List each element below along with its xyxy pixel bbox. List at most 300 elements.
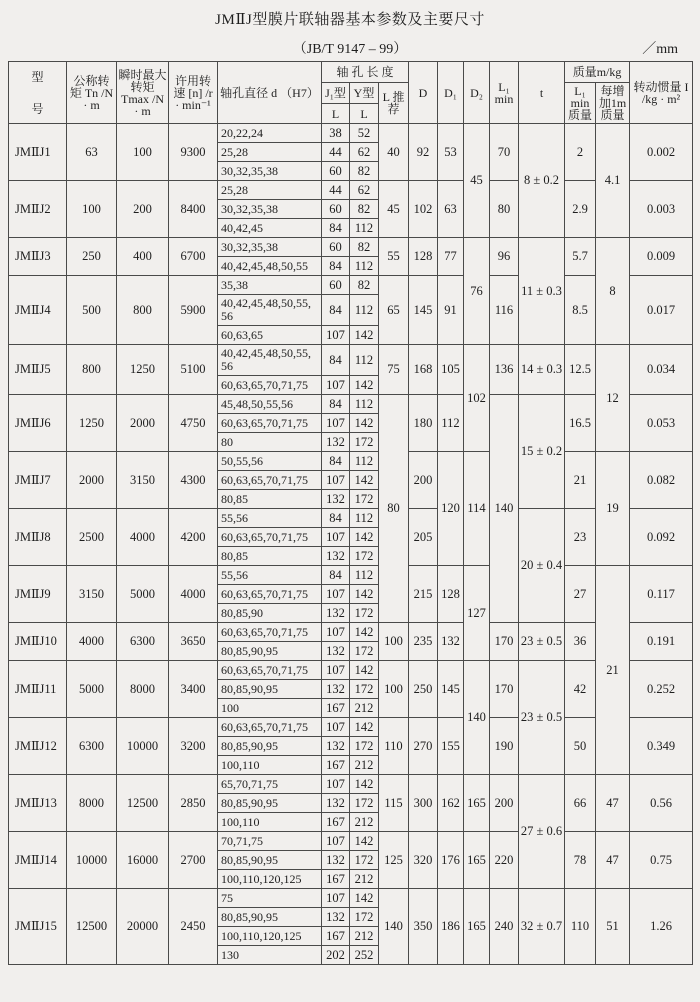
speed-cell: 8400 [169, 181, 218, 238]
inertia-cell: 1.26 [630, 889, 693, 965]
bore-diameter-cell: 60,63,65,70,71,75 [218, 528, 322, 547]
table-row [9, 124, 693, 143]
y-length-cell: 82 [350, 162, 379, 181]
bore-diameter-cell: 60,63,65,70,71,75 [218, 376, 322, 395]
model-cell: JMⅡJ5 [9, 345, 67, 395]
table-row [9, 509, 693, 528]
bore-diameter-cell: 100,110,120,125 [218, 927, 322, 946]
L1-cell: 96 [490, 238, 519, 276]
l-recommended-cell: 80 [379, 395, 409, 623]
bore-diameter-cell: 30,32,35,38 [218, 162, 322, 181]
speed-cell: 2450 [169, 889, 218, 965]
nominal-torque-cell: 8000 [67, 775, 117, 832]
bore-diameter-cell: 60,63,65,70,71,75 [218, 718, 322, 737]
bore-diameter-cell: 25,28 [218, 143, 322, 162]
header-speed: 许用转速 [n] /r · min⁻¹ [169, 62, 218, 124]
nominal-torque-cell: 3150 [67, 566, 117, 623]
j1-length-cell: 84 [322, 219, 350, 238]
D-cell: 168 [409, 345, 438, 395]
speed-cell: 4750 [169, 395, 218, 452]
header-j1: J₁型 [322, 83, 350, 104]
y-length-cell: 82 [350, 200, 379, 219]
header-mass: 质量m/kg [565, 62, 630, 83]
y-length-cell: 172 [350, 851, 379, 870]
j1-length-cell: 107 [322, 528, 350, 547]
speed-cell: 2850 [169, 775, 218, 832]
inertia-cell: 0.092 [630, 509, 693, 566]
j1-length-cell: 167 [322, 699, 350, 718]
inertia-cell: 0.56 [630, 775, 693, 832]
j1-length-cell: 107 [322, 623, 350, 642]
j1-length-cell: 107 [322, 832, 350, 851]
table-row [9, 395, 693, 414]
model-cell: JMⅡJ6 [9, 395, 67, 452]
inertia-cell: 0.75 [630, 832, 693, 889]
l-recommended-cell: 65 [379, 276, 409, 345]
D1-cell: 112 [438, 395, 464, 452]
D1-cell: 91 [438, 276, 464, 345]
model-cell: JMⅡJ10 [9, 623, 67, 661]
nominal-torque-cell: 63 [67, 124, 117, 181]
D2-cell: 114 [464, 452, 490, 566]
l-recommended-cell: 125 [379, 832, 409, 889]
max-torque-cell: 400 [117, 238, 169, 276]
inertia-cell: 0.003 [630, 181, 693, 238]
D2-cell: 140 [464, 661, 490, 775]
nominal-torque-cell: 4000 [67, 623, 117, 661]
mass-cell: 12.5 [565, 345, 596, 395]
y-length-cell: 172 [350, 642, 379, 661]
D-cell: 300 [409, 775, 438, 832]
D1-cell: 145 [438, 661, 464, 718]
y-length-cell: 112 [350, 509, 379, 528]
D-cell: 145 [409, 276, 438, 345]
y-length-cell: 142 [350, 661, 379, 680]
j1-length-cell: 132 [322, 737, 350, 756]
bore-diameter-cell: 80,85 [218, 490, 322, 509]
bore-diameter-cell: 60,63,65,70,71,75 [218, 623, 322, 642]
j1-length-cell: 132 [322, 490, 350, 509]
mass-cell: 42 [565, 661, 596, 718]
l-recommended-cell: 140 [379, 889, 409, 965]
mass-per-meter-cell: 12 [596, 345, 630, 452]
mass-cell: 2 [565, 124, 596, 181]
y-length-cell: 172 [350, 604, 379, 623]
model-cell: JMⅡJ15 [9, 889, 67, 965]
model-cell: JMⅡJ7 [9, 452, 67, 509]
bore-diameter-cell: 80,85 [218, 547, 322, 566]
mass-cell: 8.5 [565, 276, 596, 345]
D-cell: 250 [409, 661, 438, 718]
j1-length-cell: 60 [322, 200, 350, 219]
j1-length-cell: 60 [322, 276, 350, 295]
bore-diameter-cell: 70,71,75 [218, 832, 322, 851]
bore-diameter-cell: 40,42,45 [218, 219, 322, 238]
l-recommended-cell: 115 [379, 775, 409, 832]
model-cell: JMⅡJ2 [9, 181, 67, 238]
y-length-cell: 142 [350, 889, 379, 908]
header-D2: D₂ [464, 62, 490, 124]
bore-diameter-cell: 80,85,90,95 [218, 680, 322, 699]
speed-cell: 5900 [169, 276, 218, 345]
y-length-cell: 62 [350, 181, 379, 200]
table-row [9, 832, 693, 851]
j1-length-cell: 84 [322, 295, 350, 326]
header-bore: 轴孔直径 d （H7） [218, 62, 322, 124]
nominal-torque-cell: 5000 [67, 661, 117, 718]
nominal-torque-cell: 6300 [67, 718, 117, 775]
bore-diameter-cell: 100,110 [218, 813, 322, 832]
nominal-torque-cell: 500 [67, 276, 117, 345]
inertia-cell: 0.082 [630, 452, 693, 509]
model-cell: JMⅡJ8 [9, 509, 67, 566]
y-length-cell: 142 [350, 623, 379, 642]
speed-cell: 4000 [169, 566, 218, 623]
header-model [9, 62, 67, 124]
header-tn: 公称转矩 Tn /N · m [67, 62, 117, 124]
y-length-cell: 112 [350, 452, 379, 471]
D1-cell: 105 [438, 345, 464, 395]
j1-length-cell: 107 [322, 661, 350, 680]
speed-cell: 9300 [169, 124, 218, 181]
j1-length-cell: 132 [322, 547, 350, 566]
j1-length-cell: 132 [322, 851, 350, 870]
header-model-top: 型 [31, 69, 44, 84]
table-row [9, 775, 693, 794]
nominal-torque-cell: 100 [67, 181, 117, 238]
bore-diameter-cell: 100 [218, 699, 322, 718]
D-cell: 320 [409, 832, 438, 889]
j1-length-cell: 84 [322, 345, 350, 376]
bore-diameter-cell: 50,55,56 [218, 452, 322, 471]
model-cell: JMⅡJ13 [9, 775, 67, 832]
unit-label: ／mm [642, 42, 678, 57]
y-length-cell: 212 [350, 756, 379, 775]
j1-length-cell: 202 [322, 946, 350, 965]
y-length-cell: 172 [350, 794, 379, 813]
model-cell: JMⅡJ11 [9, 661, 67, 718]
speed-cell: 3650 [169, 623, 218, 661]
bore-diameter-cell: 35,38 [218, 276, 322, 295]
page-title: JMⅡJ型膜片联轴器基本参数及主要尺寸 [215, 12, 485, 28]
t-cell: 14 ± 0.3 [519, 345, 565, 395]
max-torque-cell: 16000 [117, 832, 169, 889]
speed-cell: 3200 [169, 718, 218, 775]
D-cell: 180 [409, 395, 438, 452]
D-cell: 92 [409, 124, 438, 181]
y-length-cell: 142 [350, 528, 379, 547]
j1-length-cell: 132 [322, 908, 350, 927]
L1-cell: 170 [490, 661, 519, 718]
standard-number: （JB/T 9147 – 99） [292, 42, 408, 57]
D1-cell: 120 [438, 452, 464, 566]
header-y: Y型 [350, 83, 379, 104]
bore-diameter-cell: 130 [218, 946, 322, 965]
D1-cell: 53 [438, 124, 464, 181]
bore-diameter-cell: 40,42,45,48,50,55, 56 [218, 295, 322, 326]
y-length-cell: 212 [350, 699, 379, 718]
bore-diameter-cell: 75 [218, 889, 322, 908]
bore-diameter-cell: 30,32,35,38 [218, 200, 322, 219]
inertia-cell: 0.117 [630, 566, 693, 623]
j1-length-cell: 84 [322, 452, 350, 471]
j1-length-cell: 107 [322, 326, 350, 345]
max-torque-cell: 1250 [117, 345, 169, 395]
mass-per-meter-cell: 4.1 [596, 124, 630, 238]
j1-length-cell: 132 [322, 680, 350, 699]
j1-length-cell: 132 [322, 642, 350, 661]
l-recommended-cell: 75 [379, 345, 409, 395]
bore-diameter-cell: 65,70,71,75 [218, 775, 322, 794]
nominal-torque-cell: 2000 [67, 452, 117, 509]
D-cell: 128 [409, 238, 438, 276]
mass-cell: 27 [565, 566, 596, 623]
header-D1: D₁ [438, 62, 464, 124]
mass-per-meter-cell: 19 [596, 452, 630, 566]
D-cell: 200 [409, 452, 438, 509]
bore-diameter-cell: 80,85,90,95 [218, 851, 322, 870]
mass-per-meter-cell: 51 [596, 889, 630, 965]
y-length-cell: 172 [350, 433, 379, 452]
j1-length-cell: 167 [322, 870, 350, 889]
max-torque-cell: 800 [117, 276, 169, 345]
table-row [9, 181, 693, 200]
max-torque-cell: 8000 [117, 661, 169, 718]
mass-cell: 66 [565, 775, 596, 832]
y-length-cell: 112 [350, 345, 379, 376]
header-t: t [519, 62, 565, 124]
inertia-cell: 0.034 [630, 345, 693, 395]
header-bore-length: 轴 孔 长 度 [322, 62, 409, 83]
mass-cell: 23 [565, 509, 596, 566]
D1-cell: 63 [438, 181, 464, 238]
bore-diameter-cell: 60,63,65,70,71,75 [218, 661, 322, 680]
nominal-torque-cell: 2500 [67, 509, 117, 566]
bore-diameter-cell: 80,85,90,95 [218, 642, 322, 661]
inertia-cell: 0.009 [630, 238, 693, 276]
bore-diameter-cell: 60,63,65,70,71,75 [218, 471, 322, 490]
L1-cell: 140 [490, 395, 519, 623]
max-torque-cell: 4000 [117, 509, 169, 566]
max-torque-cell: 2000 [117, 395, 169, 452]
speed-cell: 2700 [169, 832, 218, 889]
max-torque-cell: 3150 [117, 452, 169, 509]
j1-length-cell: 107 [322, 471, 350, 490]
y-length-cell: 112 [350, 566, 379, 585]
speed-cell: 5100 [169, 345, 218, 395]
D2-cell: 76 [464, 238, 490, 345]
y-length-cell: 142 [350, 376, 379, 395]
speed-cell: 4300 [169, 452, 218, 509]
bore-diameter-cell: 100,110,120,125 [218, 870, 322, 889]
mass-cell: 21 [565, 452, 596, 509]
L1-cell: 200 [490, 775, 519, 832]
model-cell: JMⅡJ4 [9, 276, 67, 345]
max-torque-cell: 200 [117, 181, 169, 238]
t-cell: 15 ± 0.2 [519, 395, 565, 509]
D2-cell: 165 [464, 832, 490, 889]
y-length-cell: 82 [350, 238, 379, 257]
D1-cell: 162 [438, 775, 464, 832]
bore-diameter-cell: 25,28 [218, 181, 322, 200]
y-length-cell: 112 [350, 257, 379, 276]
bore-diameter-cell: 100,110 [218, 756, 322, 775]
L1-cell: 190 [490, 718, 519, 775]
nominal-torque-cell: 250 [67, 238, 117, 276]
nominal-torque-cell: 1250 [67, 395, 117, 452]
speed-cell: 3400 [169, 661, 218, 718]
j1-length-cell: 107 [322, 775, 350, 794]
L1-cell: 116 [490, 276, 519, 345]
mass-per-meter-cell: 47 [596, 775, 630, 832]
j1-length-cell: 167 [322, 756, 350, 775]
j1-length-cell: 107 [322, 376, 350, 395]
j1-length-cell: 167 [322, 813, 350, 832]
mass-per-meter-cell: 21 [596, 566, 630, 775]
model-cell: JMⅡJ14 [9, 832, 67, 889]
table-row [9, 276, 693, 295]
L1-cell: 240 [490, 889, 519, 965]
bore-diameter-cell: 80,85,90 [218, 604, 322, 623]
y-length-cell: 142 [350, 414, 379, 433]
t-cell: 23 ± 0.5 [519, 623, 565, 661]
j1-length-cell: 107 [322, 889, 350, 908]
D2-cell: 45 [464, 124, 490, 238]
header-l-y: L [350, 104, 379, 124]
l-recommended-cell: 100 [379, 661, 409, 718]
j1-length-cell: 44 [322, 181, 350, 200]
mass-cell: 36 [565, 623, 596, 661]
max-torque-cell: 12500 [117, 775, 169, 832]
table-row [9, 623, 693, 642]
y-length-cell: 112 [350, 395, 379, 414]
j1-length-cell: 84 [322, 509, 350, 528]
y-length-cell: 212 [350, 870, 379, 889]
D-cell: 270 [409, 718, 438, 775]
bore-diameter-cell: 80,85,90,95 [218, 737, 322, 756]
nominal-torque-cell: 10000 [67, 832, 117, 889]
table-row [9, 661, 693, 680]
D-cell: 235 [409, 623, 438, 661]
D-cell: 102 [409, 181, 438, 238]
header-model-bottom: 号 [31, 101, 44, 116]
bore-diameter-cell: 40,42,45,48,50,55 [218, 257, 322, 276]
mass-cell: 2.9 [565, 181, 596, 238]
D1-cell: 186 [438, 889, 464, 965]
L1-cell: 170 [490, 623, 519, 661]
l-recommended-cell: 110 [379, 718, 409, 775]
speed-cell: 6700 [169, 238, 218, 276]
mass-per-meter-cell: 47 [596, 832, 630, 889]
header-mass-l1: L₁ min 质量 [565, 83, 596, 124]
L1-cell: 136 [490, 345, 519, 395]
D1-cell: 176 [438, 832, 464, 889]
j1-length-cell: 38 [322, 124, 350, 143]
header-inertia: 转动惯量 I /kg · m² [630, 62, 693, 124]
model-cell: JMⅡJ12 [9, 718, 67, 775]
y-length-cell: 142 [350, 471, 379, 490]
mass-per-meter-cell: 8 [596, 238, 630, 345]
D2-cell: 102 [464, 345, 490, 452]
j1-length-cell: 107 [322, 585, 350, 604]
D2-cell: 165 [464, 889, 490, 965]
l-recommended-cell: 40 [379, 124, 409, 181]
inertia-cell: 0.002 [630, 124, 693, 181]
D1-cell: 128 [438, 566, 464, 623]
j1-length-cell: 107 [322, 718, 350, 737]
j1-length-cell: 132 [322, 433, 350, 452]
j1-length-cell: 84 [322, 566, 350, 585]
header-L1: L₁ min [490, 62, 519, 124]
y-length-cell: 252 [350, 946, 379, 965]
bore-diameter-cell: 55,56 [218, 566, 322, 585]
inertia-cell: 0.349 [630, 718, 693, 775]
L1-cell: 80 [490, 181, 519, 238]
D2-cell: 127 [464, 566, 490, 661]
inertia-cell: 0.053 [630, 395, 693, 452]
bore-diameter-cell: 80,85,90,95 [218, 794, 322, 813]
max-torque-cell: 10000 [117, 718, 169, 775]
D1-cell: 132 [438, 623, 464, 661]
D-cell: 215 [409, 566, 438, 623]
y-length-cell: 142 [350, 718, 379, 737]
j1-length-cell: 107 [322, 414, 350, 433]
header-l-j1: L [322, 104, 350, 124]
y-length-cell: 52 [350, 124, 379, 143]
header-tmax: 瞬时最大转矩 Tmax /N · m [117, 62, 169, 124]
bore-diameter-cell: 40,42,45,48,50,55, 56 [218, 345, 322, 376]
l-recommended-cell: 100 [379, 623, 409, 661]
y-length-cell: 142 [350, 832, 379, 851]
y-length-cell: 112 [350, 295, 379, 326]
y-length-cell: 62 [350, 143, 379, 162]
table-row [9, 345, 693, 376]
y-length-cell: 172 [350, 737, 379, 756]
j1-length-cell: 132 [322, 794, 350, 813]
y-length-cell: 142 [350, 775, 379, 794]
t-cell: 23 ± 0.5 [519, 661, 565, 775]
bore-diameter-cell: 80,85,90,95 [218, 908, 322, 927]
table-row [9, 718, 693, 737]
l-recommended-cell: 55 [379, 238, 409, 276]
t-cell: 20 ± 0.4 [519, 509, 565, 623]
j1-length-cell: 132 [322, 604, 350, 623]
t-cell: 11 ± 0.3 [519, 238, 565, 345]
header-mass-per-meter: 每增加1m 质量 [596, 83, 630, 124]
table-row [9, 566, 693, 585]
D-cell: 205 [409, 509, 438, 566]
D-cell: 350 [409, 889, 438, 965]
parameter-table [8, 61, 693, 965]
t-cell: 32 ± 0.7 [519, 889, 565, 965]
y-length-cell: 172 [350, 547, 379, 566]
bore-diameter-cell: 60,63,65 [218, 326, 322, 345]
table-row [9, 889, 693, 908]
D1-cell: 155 [438, 718, 464, 775]
y-length-cell: 112 [350, 219, 379, 238]
nominal-torque-cell: 800 [67, 345, 117, 395]
nominal-torque-cell: 12500 [67, 889, 117, 965]
max-torque-cell: 6300 [117, 623, 169, 661]
mass-cell: 78 [565, 832, 596, 889]
L1-cell: 220 [490, 832, 519, 889]
table-row [9, 452, 693, 471]
bore-diameter-cell: 20,22,24 [218, 124, 322, 143]
max-torque-cell: 20000 [117, 889, 169, 965]
y-length-cell: 172 [350, 680, 379, 699]
table-row [9, 238, 693, 257]
y-length-cell: 172 [350, 490, 379, 509]
